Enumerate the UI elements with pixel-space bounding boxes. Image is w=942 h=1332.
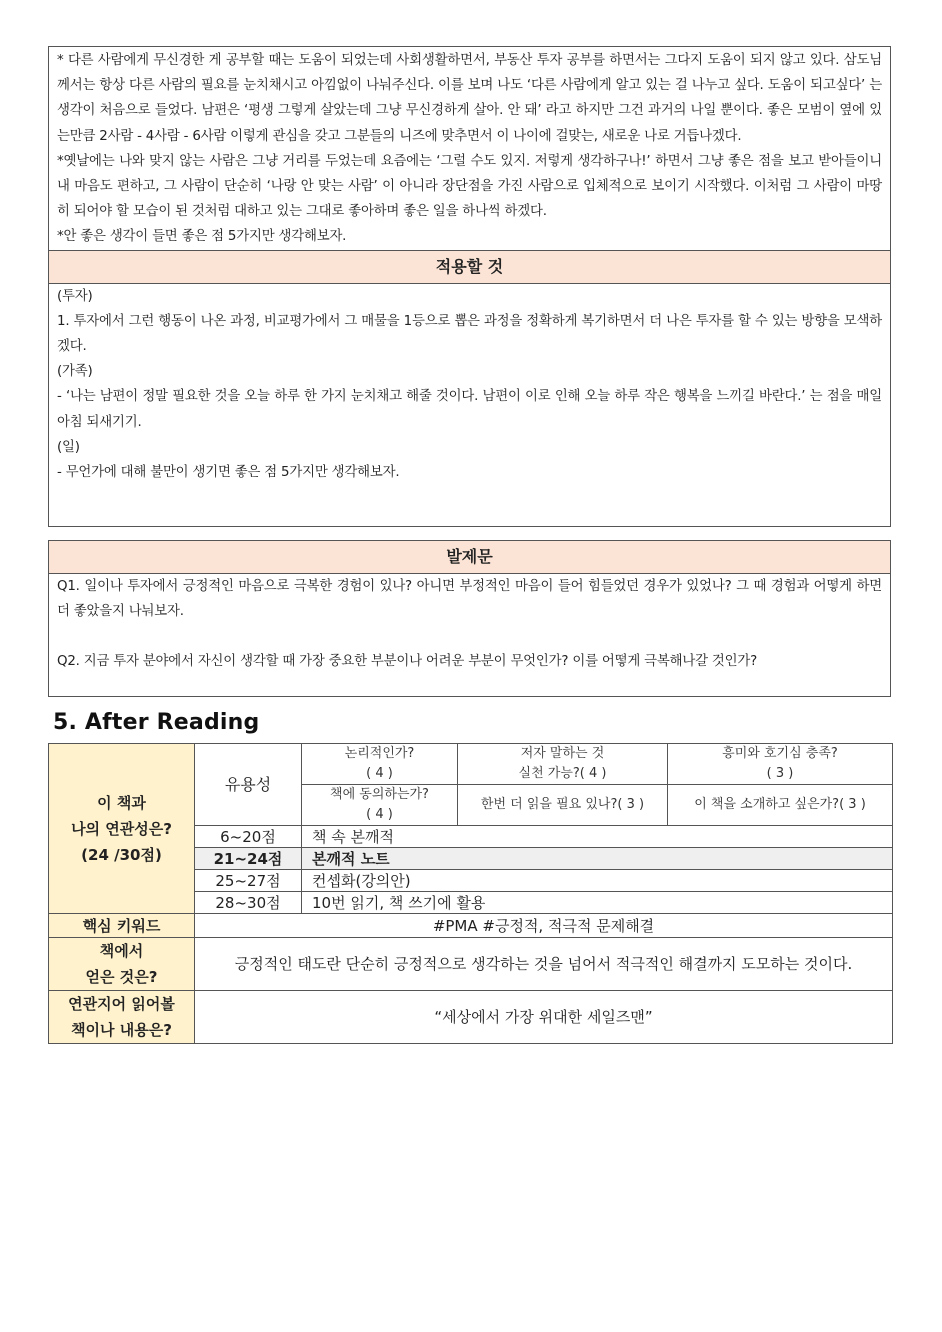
apply-invest-item: 1. 투자에서 그런 행동이 나온 과정, 비교평가에서 그 매물을 1등으로 뽑은 과정을 정확하게 복기하면서 더 나은 투자를 할 수 있는 방향을 모색하겠다. [57,313,882,355]
score-range: 28~30점 [195,892,302,914]
rating-cell: 한번 더 읽을 필요 있나?( 3 ) [458,785,668,826]
apply-work-item: - 무언가에 대해 불만이 생기면 좋은 점 5가지만 생각해보자. [57,465,400,481]
keyword-label: 핵심 키워드 [49,914,195,938]
apply-family-item: - ‘나는 남편이 정말 필요한 것을 오늘 하루 한 가지 눈치채고 해줄 것이다. 남편이 이로 인해 오늘 하루 작은 행복을 느끼길 바란다.’ 는 점을 매일 아침 되새기기. [57,389,882,430]
reflection-apply-box [48,46,891,527]
after-reading-title: 5. After Reading [53,710,260,735]
score-description: 컨셉화(강의안) [302,870,893,892]
after-reading-table [48,743,893,1044]
related-label: 연관지어 읽어볼 책이나 내용은? [49,991,195,1044]
discussion-question: Q1. 일이나 투자에서 긍정적인 마음으로 극복한 경험이 있나? 아니면 부정적인 마음이 들어 힘들었던 경우가 있었나? 그 때 경험과 어떻게 하면 더 좋았을지 나눠보자. [57,579,882,620]
related-value: “세상에서 가장 위대한 세일즈맨” [195,991,893,1044]
apply-section [49,284,890,486]
score-range: 21~24점 [195,848,302,870]
gained-label: 책에서 얻은 것은? [49,938,195,991]
rating-cell: 흥미와 호기심 충족? ( 3 ) [668,744,893,785]
reflection-section [49,47,890,250]
apply-family-label: (가족) [57,364,93,380]
reflection-paragraph: *옛날에는 나와 맞지 않는 사람은 그냥 거리를 두었는데 요즘에는 ‘그럴 수도 있지. 저렇게 생각하구나!’ 하면서 그냥 좋은 점을 보고 받아들이니 내 마음도 편하고, 그 사람이 단순히 ‘나랑 안 맞는 사람’ 이 아니라 장단점을 가진 사람으로 입체적으로 보이기 시작했다. 이처럼 그 사람이 마땅히 되어야 할 모습이 된 것처럼 대하고 있는 그대로 좋아하며 좋은 일을 하나씩 하겠다. [57,153,882,220]
rating-cell: 책에 동의하는가? ( 4 ) [302,785,458,826]
discussion-question: Q2. 지금 투자 분야에서 자신이 생각할 때 가장 중요한 부분이나 어려운 부분이 무엇인가? 이를 어떻게 극복해나갈 것인가? [57,654,757,670]
apply-header: 적용할 것 [49,250,890,284]
apply-invest-label: (투자) [57,288,93,304]
discussion-header: 발제문 [49,541,890,574]
rating-cell: 저자 말하는 것 실천 가능?( 4 ) [458,744,668,785]
reflection-paragraph: *안 좋은 생각이 들면 좋은 점 5가지만 생각해보자. [57,229,347,245]
apply-work-label: (일) [57,439,80,455]
usefulness-label: 유용성 [195,744,302,826]
score-range: 6~20점 [195,826,302,848]
score-description: 본깨적 노트 [302,848,893,870]
reflection-paragraph: * 다른 사람에게 무신경한 게 공부할 때는 도움이 되었는데 사회생활하면서, 부동산 투자 공부를 하면서는 그다지 도움이 되지 않고 있다. 삼도님께서는 항상 다른 사람의 필요를 눈치채시고 아낌없이 나눠주신다. 이를 보며 나도 ‘다른 사람에게 알고 있는 걸 나누고 싶다. 도움이 되고싶다’ 는 생각이 처음으로 들었다. 남편은 ‘평생 그렇게 살았는데 그냥 무신경하게 살아. 안 돼’ 라고 하지만 그건 과거의 나일 뿐이다. 좋은 모범이 옆에 있는만큼 2사람 - 4사람 - 6사람 이렇게 관심을 갖고 그분들의 니즈에 맞추면서 이 나이에 걸맞는, 새로운 나로 거듭나겠다. [57,53,882,144]
keywords-value: #PMA #긍정적, 적극적 문제해결 [195,914,893,938]
relevance-label: 이 책과 나의 연관성은? (24 /30점) [49,744,195,914]
discussion-box [48,540,891,697]
score-description: 책 속 본깨적 [302,826,893,848]
score-description: 10번 읽기, 책 쓰기에 활용 [302,892,893,914]
discussion-section [49,574,890,675]
rating-cell: 논리적인가? ( 4 ) [302,744,458,785]
score-range: 25~27점 [195,870,302,892]
gained-value: 긍정적인 태도란 단순히 긍정적으로 생각하는 것을 넘어서 적극적인 해결까지 도모하는 것이다. [195,938,893,991]
rating-cell: 이 책을 소개하고 싶은가?( 3 ) [668,785,893,826]
